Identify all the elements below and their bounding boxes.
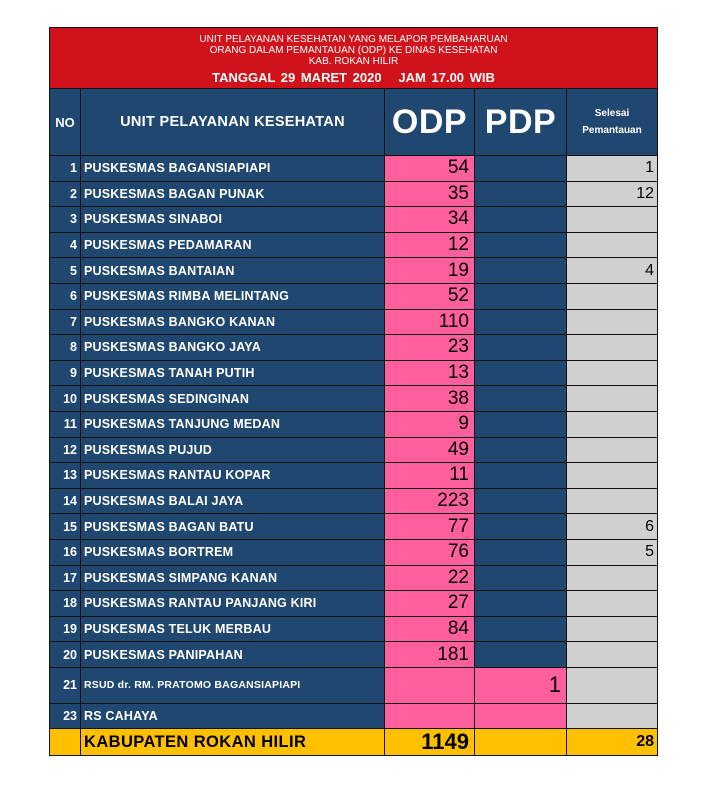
row-no: 9 <box>50 360 81 386</box>
row-name: PUSKESMAS SIMPANG KANAN <box>81 565 385 591</box>
row-odp: 12 <box>385 232 475 258</box>
row-name: PUSKESMAS BAGAN PUNAK <box>81 181 385 207</box>
row-odp: 223 <box>385 488 475 514</box>
table-row-rsud <box>50 667 658 703</box>
row-no: 19 <box>50 616 81 642</box>
total-name: KABUPATEN ROKAN HILIR <box>81 729 385 756</box>
row-no: 13 <box>50 463 81 489</box>
table-row <box>50 463 658 489</box>
row-pdp <box>475 360 567 386</box>
table-row <box>50 642 658 668</box>
table-row <box>50 437 658 463</box>
row-name: PUSKESMAS RIMBA MELINTANG <box>81 283 385 309</box>
row-no: 23 <box>50 703 81 729</box>
row-no: 15 <box>50 514 81 540</box>
row-odp: 19 <box>385 258 475 284</box>
row-pdp <box>475 703 567 729</box>
row-no: 4 <box>50 232 81 258</box>
row-selesai <box>567 360 658 386</box>
table-row <box>50 181 658 207</box>
column-header-row <box>50 89 658 156</box>
row-pdp <box>475 181 567 207</box>
row-name: PUSKESMAS BANTAIAN <box>81 258 385 284</box>
row-no: 20 <box>50 642 81 668</box>
row-no: 3 <box>50 207 81 233</box>
table-row <box>50 258 658 284</box>
row-name: PUSKESMAS PEDAMARAN <box>81 232 385 258</box>
row-odp: 9 <box>385 411 475 437</box>
total-pdp <box>475 729 567 756</box>
row-name: PUSKESMAS BAGANSIAPIAPI <box>81 156 385 182</box>
banner-date: TANGGAL 29 MARET 2020 JAM 17.00 WIB <box>212 69 495 85</box>
row-selesai <box>567 703 658 729</box>
row-odp: 54 <box>385 156 475 182</box>
row-odp: 13 <box>385 360 475 386</box>
row-selesai <box>567 335 658 361</box>
row-odp: 38 <box>385 386 475 412</box>
row-odp: 35 <box>385 181 475 207</box>
row-odp: 181 <box>385 642 475 668</box>
row-no: 10 <box>50 386 81 412</box>
row-name: PUSKESMAS SEDINGINAN <box>81 386 385 412</box>
total-odp: 1149 <box>385 729 475 756</box>
row-pdp <box>475 591 567 617</box>
row-odp: 110 <box>385 309 475 335</box>
row-selesai: 12 <box>567 181 658 207</box>
row-name: PUSKESMAS PANIPAHAN <box>81 642 385 668</box>
table-row <box>50 591 658 617</box>
table-row <box>50 539 658 565</box>
row-name: PUSKESMAS TELUK MERBAU <box>81 616 385 642</box>
row-selesai <box>567 642 658 668</box>
row-pdp <box>475 565 567 591</box>
table-row <box>50 156 658 182</box>
header-pdp: PDP <box>475 89 567 156</box>
row-odp <box>385 703 475 729</box>
table-row <box>50 283 658 309</box>
row-no: 11 <box>50 411 81 437</box>
row-pdp <box>475 411 567 437</box>
row-selesai <box>567 232 658 258</box>
row-name: PUSKESMAS TANAH PUTIH <box>81 360 385 386</box>
header-unit: UNIT PELAYANAN KESEHATAN <box>81 89 385 156</box>
row-selesai <box>567 386 658 412</box>
row-odp: 52 <box>385 283 475 309</box>
header-selesai <box>567 89 658 156</box>
row-name: PUSKESMAS BAGAN BATU <box>81 514 385 540</box>
row-pdp <box>475 514 567 540</box>
odp-report-sheet <box>49 27 657 756</box>
total-row <box>50 729 658 756</box>
row-pdp <box>475 616 567 642</box>
total-no <box>50 729 81 756</box>
banner-line-1: UNIT PELAYANAN KESEHATAN YANG MELAPOR PEMBAHARUAN <box>199 33 508 45</box>
odp-report-table <box>49 27 658 756</box>
table-row <box>50 616 658 642</box>
table-row <box>50 232 658 258</box>
row-name: RSUD dr. RM. PRATOMO BAGANSIAPIAPI <box>81 667 385 703</box>
table-row <box>50 386 658 412</box>
row-name: PUSKESMAS BANGKO KANAN <box>81 309 385 335</box>
row-odp: 27 <box>385 591 475 617</box>
row-selesai <box>567 207 658 233</box>
row-no: 5 <box>50 258 81 284</box>
row-selesai <box>567 616 658 642</box>
banner-line-2: ORANG DALAM PEMANTAUAN (ODP) KE DINAS KESEHATAN <box>209 44 498 56</box>
table-row-rs-cahaya <box>50 703 658 729</box>
row-selesai <box>567 283 658 309</box>
row-selesai <box>567 309 658 335</box>
table-row <box>50 514 658 540</box>
banner-line-3: KAB. ROKAN HILIR <box>308 55 399 67</box>
row-selesai <box>567 463 658 489</box>
row-odp: 22 <box>385 565 475 591</box>
row-odp: 84 <box>385 616 475 642</box>
row-pdp <box>475 463 567 489</box>
table-row <box>50 411 658 437</box>
row-name: PUSKESMAS RANTAU KOPAR <box>81 463 385 489</box>
row-name: PUSKESMAS BALAI JAYA <box>81 488 385 514</box>
row-no: 17 <box>50 565 81 591</box>
row-name: PUSKESMAS BORTREM <box>81 539 385 565</box>
row-odp: 77 <box>385 514 475 540</box>
row-pdp <box>475 156 567 182</box>
row-no: 16 <box>50 539 81 565</box>
row-pdp <box>475 437 567 463</box>
banner-row <box>50 28 658 89</box>
row-selesai: 5 <box>567 539 658 565</box>
row-selesai: 4 <box>567 258 658 284</box>
header-no: NO <box>50 89 81 156</box>
row-selesai <box>567 565 658 591</box>
row-odp: 23 <box>385 335 475 361</box>
row-odp <box>385 667 475 703</box>
row-no: 12 <box>50 437 81 463</box>
row-name: RS CAHAYA <box>81 703 385 729</box>
row-no: 1 <box>50 156 81 182</box>
row-selesai: 1 <box>567 156 658 182</box>
row-selesai <box>567 591 658 617</box>
row-pdp <box>475 258 567 284</box>
row-no: 2 <box>50 181 81 207</box>
row-no: 7 <box>50 309 81 335</box>
header-selesai-line-2: Pemantauan <box>582 125 642 136</box>
row-name: PUSKESMAS SINABOI <box>81 207 385 233</box>
row-odp: 11 <box>385 463 475 489</box>
table-row <box>50 335 658 361</box>
table-row <box>50 309 658 335</box>
row-no: 21 <box>50 667 81 703</box>
table-row <box>50 565 658 591</box>
row-selesai <box>567 488 658 514</box>
row-pdp <box>475 386 567 412</box>
row-no: 8 <box>50 335 81 361</box>
table-row <box>50 360 658 386</box>
row-pdp <box>475 335 567 361</box>
row-pdp: 1 <box>475 667 567 703</box>
table-row <box>50 488 658 514</box>
row-name: PUSKESMAS TANJUNG MEDAN <box>81 411 385 437</box>
row-no: 6 <box>50 283 81 309</box>
row-selesai <box>567 411 658 437</box>
header-odp: ODP <box>385 89 475 156</box>
row-pdp <box>475 488 567 514</box>
row-pdp <box>475 232 567 258</box>
row-pdp <box>475 207 567 233</box>
row-odp: 34 <box>385 207 475 233</box>
row-name: PUSKESMAS PUJUD <box>81 437 385 463</box>
row-selesai <box>567 667 658 703</box>
row-pdp <box>475 539 567 565</box>
row-pdp <box>475 283 567 309</box>
row-no: 14 <box>50 488 81 514</box>
table-row <box>50 207 658 233</box>
header-selesai-line-1: Selesai <box>594 108 630 119</box>
row-odp: 76 <box>385 539 475 565</box>
row-pdp <box>475 642 567 668</box>
row-pdp <box>475 309 567 335</box>
total-selesai: 28 <box>567 729 658 756</box>
row-odp: 49 <box>385 437 475 463</box>
report-banner <box>50 28 658 89</box>
row-name: PUSKESMAS RANTAU PANJANG KIRI <box>81 591 385 617</box>
row-name: PUSKESMAS BANGKO JAYA <box>81 335 385 361</box>
row-no: 18 <box>50 591 81 617</box>
row-selesai: 6 <box>567 514 658 540</box>
row-selesai <box>567 437 658 463</box>
